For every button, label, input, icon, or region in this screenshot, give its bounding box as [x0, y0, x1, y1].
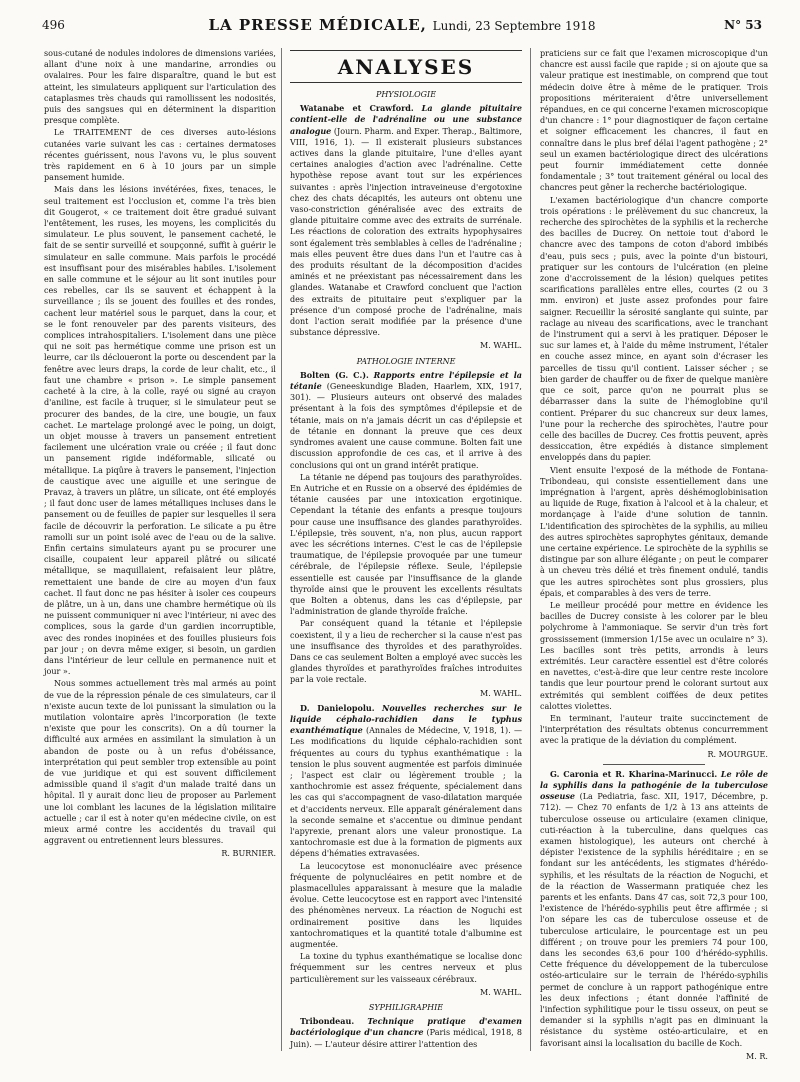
- issue-number: N° 53: [724, 18, 762, 32]
- subsection-heading: SYPHILIGRAPHIE: [368, 1003, 444, 1013]
- abstract: [290, 103, 522, 338]
- paragraph: La toxine du typhus exanthématique se localise donc fréquemment sur les centres nerveux et plus particulièrement sur les vaisseaux cérébraux.: [290, 952, 522, 984]
- abstract-authors: Watanabe et Crawford.: [300, 103, 414, 114]
- paragraph: praticiens sur ce fait que l'examen microscopique d'un chancre est aussi facile que rapide ; si on ajoute que sa valeur pratique est inestimable, on comprend que tout médecin doive être à même de le pratiquer. Trois propositions mériteraient d'être universellement répandues, en ce qui concerne l'examen microscopique d'un chancre : 1° pour diagnostiquer de façon certaine et soigner efficacement les chancres, il faut en connaître dans le plus bref délai l'agent pathogène ; 2° seul un examen bactériologique direct des ulcérations peut fournir immédiatement cette donnée fondamentale ; 3° tout traitement général ou local des chancres peut gêner la recherche bactériologique.: [540, 49, 768, 193]
- journal-name: LA PRESSE MÉDICALE,: [208, 16, 427, 34]
- abstract-body: (Journ. Pharm. and Exper. Therap., Baltimore, VIII, 1916, 1). — Il existerait plusieurs substances actives dans la glande pituitaire, l'une d'elles ayant certaines analogies d'action avec l'adrénaline. Cette hypothèse repose avant tout sur les expériences suivantes : après l'injection intraveineuse d'ergotoxine chez des chats décapités, les auteurs ont obtenu une vaso-constriction généralisée avec des extraits de glande pituitaire comme avec des extraits de surrénale. Les réactions de coloration des extraits hypophysaires sont également très semblables à celles de l'adrénaline ; mais elles peuvent être dues dans l'un et l'autre cas à des produits résultant de la décomposition d'acides aminés et ne préexistant pas nécessairement dans les glandes. Watanabe et Crawford concluent que l'action des extraits de pituitaire peut s'expliquer par la présence d'un composé proche de l'adrénaline, mais dont l'action serait modifiée par la présence d'une substance dépressive.: [290, 126, 523, 338]
- issue-date: Lundi, 23 Septembre 1918: [432, 19, 596, 33]
- subsection-heading: PHYSIOLOGIE: [375, 90, 437, 99]
- column-1: [44, 48, 276, 864]
- signature: M. R.: [746, 1051, 768, 1061]
- paragraph: L'examen bactériologique d'un chancre comporte trois opérations : le prélèvement du suc chancreux, la recherche des spirochètes de la syphilis et la recherche des bacilles de Ducrey. On nettoie tout d'abord le chancre avec des tampons de coton d'abord imbibés d'eau, puis secs ; puis, avec la pointe d'un bistouri, pratiquer sur les contours de l'ulcération (en pleine zone d'accroissement de la lésion) quelques petites scarifications parallèles entre elles, courtes (2 ou 3 mm. environ) et juste assez profondes pour faire saigner. Recueillir la sérosité sanglante qui suinte, par raclage au niveau des scarifications, avec le tranchant de l'instrument qui a servi à les pratiquer. Déposer le suc sur lames et, à l'aide du même instrument, l'étaler en couche assez mince, en ayant soin d'écraser les parcelles de tissu qu'il contient. Laisser sécher ; se bien garder de chauffer ou de fixer de quelque manière que ce soit, parce qu'on ne pourrait plus se débarrasser dans la suite de l'hémoglobine qu'il contient. Préparer du suc chancreux sur deux lames, l'une pour la recherche des spirochètes, l'autre pour celle des bacilles de Ducrey. Ces frottis peuvent, après dessiccation, être expédiés à distance simplement enveloppés dans du papier.: [540, 195, 768, 463]
- signature: M. WAHL.: [480, 688, 522, 698]
- abstract-authors: D. Danielopolu.: [300, 702, 375, 713]
- column-3: [540, 48, 768, 1066]
- signature: M. WAHL.: [480, 341, 522, 351]
- paragraph: Vient ensuite l'exposé de la méthode de Fontana-Tribondeau, qui consiste essentiellement dans une imprégnation à l'argent, après déshémoglobinisation au liquide de Ruge, fixation à l'alcool et à la chaleur, et mordançage à l'aide d'une solution de tannin. L'identification des spirochètes de la syphilis, au milieu des autres spirochètes saprophytes génitaux, demande une certaine expérience. Le spirochète de la syphilis se distingue par son allure élégante ; on peut le comparer à un cheveu très délié et très finement ondulé, tandis que les autres spirochètes sont plus grossiers, plus épais, et comparables à des vers de terre.: [540, 465, 768, 598]
- abstract-body: (La Pediatria, fasc. XII, 1917, Décembre, p. 712). — Chez 70 enfants de 1/2 à 13 ans atteints de tuberculose osseuse ou articulaire (examen clinique, cuti-réaction à la tuberculine, dans quelques cas examen histologique), les auteurs ont cherché à dépister l'existence de la syphilis héréditaire ; en se fondant sur les antécédents, les stigmates d'hérédo-syphilis, et les résultats de la réaction de Noguchi, et de la réaction de Wassermann pratiquée chez les parents et les enfants. Dans 47 cas, soit 72,3 pour 100, l'existence de l'hérédo-syphilis peut être affirmée ; si l'on sépare les cas de tuberculose osseuse et de tuberculose articulaire, le pourcentage est un peu différent ; on trouve pour les premiers 74 pour 100, dans les secondes 63,6 pour 100 d'hérédo-syphilis. Cette fréquence du développement de la tuberculose ostéo-articulaire sur le terrain de l'hérédo-syphilis permet de conclure à un rapport pathogénique entre les deux infections ; étant donnée l'affinité de l'infection syphilitique pour le tissu osseux, on peut se demander si la syphilis n'agit pas en diminuant la résistance du système ostéo-articulaire, et en favorisant ainsi la localisation du bacille de Koch.: [540, 792, 769, 1048]
- signature: R. BURNIER.: [221, 849, 276, 859]
- paragraph: sous-cutané de nodules indolores de dimensions variées, allant d'une noix à une mandarine, arrondies ou ovalaires. Pour les faire disparaître, quand le but est atteint, les simulateurs appliquent sur l'articulation des cataplasmes très chauds qui ramollissent les nodosités, puis des sangsues qui en déterminent la disparition presque complète.: [44, 49, 276, 126]
- abstract-authors: Tribondeau.: [300, 1016, 355, 1027]
- paragraph: La leucocytose est mononucléaire avec présence fréquente de polynucléaires en petit nombre et de plasmacellules apparaissant à mesure que la maladie évolue. Cette leucocytose est en rapport avec l'intensité des phénomènes nerveux. La réaction de Noguchi est ordinairement positive dans les liquides xantochromatiques et la quantité totale d'albumine est augmentée.: [290, 861, 522, 950]
- abstract-title: Nouvelles recherches sur le liquide céphalo-rachidien dans le typhus exanthématique: [290, 702, 523, 736]
- abstract: [290, 1016, 522, 1050]
- paragraph: En terminant, l'auteur traite succinctement de l'interprétation des résultats obtenus concurremment avec la pratique de la déviation du complément.: [540, 713, 768, 746]
- abstract-body: (Paris médical, 1918, 8 Juin). — L'auteur désire attirer l'attention des: [290, 1028, 522, 1049]
- abstract-authors: G. Caronia et R. Kharina-Marinucci.: [550, 768, 718, 779]
- paragraph: Mais dans les lésions invétérées, fixes, tenaces, le seul traitement est l'occlusion et, comme l'a très bien dit Gougerot, « ce traitement doit être gradué suivant l'entêtement, les ruses, les moyens, les complicités du simulateur. Le plus souvent, le pansement cacheté, le fait de se sentir surveillé et soupçonné, suffit à guérir le simulateur en salle commune. Mais parfois le procédé est insuffisant pour des misérables habiles. L'isolement en salle commune et le séjour au lit sont inutiles pour ces rebelles, car ils se sauvent et échappent à la surveillance ; ils se jouent des fouilles et des rondes, cachent leur matériel sous le parquet, dans la cour, et se le font renouveler par des parents visiteurs, des complices intrahospitaliers. L'isolement dans une pièce qui ne soit pas hermétique comme une prison est un leurre, car ils décloueront la porte ou descendent par la fenêtre avec leurs draps, la corde de leur chalit, etc., il faut une chambre « prison ». Le simple pansement cacheté à la cire, à la colle, rayé ou signé au crayon d'aniline, est facile à truquer, si le simulateur peut se procurer des bandes, de la cire, une bougie, un faux cachet. Le martelage prolongé avec le poing, un doigt, un objet mousse à travers un pansement entretient facilement une ulcération vraie ou créée ; il faut donc un pansement rigide indéformable, silicaté ou métallique. La piqûre à travers le pansement, l'injection de caustique avec une aiguille et une seringue de Pravaz, à travers un plâtre, un silicate, ont été employés ; il faut donc user de lames métalliques incluses dans le pansement ou de feuilles de papier sur lesquelles il sera facile de découvrir la perforation. Le silicate a pu être ramolli sur un point isolé avec de l'eau ou de la salive. Enfin certains simulateurs ayant pu se procurer une cisaille, coupaient leur appareil plâtré ou silicaté métallique, se maquillaient, refaisaient leur plâtre, remettaient une bande de cire au moyen d'un faux cachet. Il faut donc ne pas hésiter à isoler ces coupeurs de plâtre, un à un, dans une chambre hermétique où ils ne puissent communiquer ni avec l'intérieur, ni avec des complices, sous la garde d'un gardien incorruptible, avec des rondes inopinées et des fouilles plusieurs fois par jour ; on devra même exiger, si besoin, un gardien dans l'intérieur de leur cellule en permanence nuit et jour ».: [44, 185, 276, 677]
- analyses-heading-box: [290, 50, 522, 83]
- abstract: [540, 769, 768, 1049]
- divider: [603, 764, 706, 765]
- running-header: [42, 14, 762, 40]
- abstract-authors: Bolten (G. C.).: [300, 369, 369, 380]
- paragraph: Le meilleur procédé pour mettre en évidence les bacilles de Ducrey consiste à les colorer par le bleu polychrome à l'ammoniaque. Se servir d'un très fort grossissement (immersion 1/15e avec un oculaire n° 3). Les bacilles sont très petits, arrondis à leurs extrémités. Leur caractère essentiel est d'être colorés en navettes, c'est-à-dire que leur centre reste incolore tandis que leur pourtour prend le colorant surtout aux extrémités qui semblent coiffées de deux petites calottes violettes.: [540, 600, 768, 711]
- journal-title: [42, 16, 762, 34]
- paragraph: Nous sommes actuellement très mal armés au point de vue de la répression pénale de ces simulateurs, car il n'existe aucun texte de loi punissant la simulation ou la mutilation volontaire après l'incorporation (le texte n'existe que pour les conscrits). On a dû tourner la difficulté aux armées en assimilant la simulation à un abandon de poste ou à un refus d'obéissance, interprétation qui peut sembler trop extensible au point de vue juridique et qui est souvent difficilement admissible quand il s'agit d'un malade traité dans un hôpital. Il y aurait donc lieu de proposer au Parlement une loi comblant les lacunes de la législation militaire actuelle ; car il est à noter qu'en médecine civile, on est mieux armé contre les accidentés du travail qui aggravent ou entretiennent leurs blessures.: [44, 679, 276, 846]
- subsection-heading: PATHOLOGIE INTERNE: [356, 356, 456, 366]
- abstract-title: La glande pituitaire contient-elle de l'adrénaline ou une substance analogue: [290, 103, 522, 136]
- signature: R. MOURGUE.: [707, 749, 768, 759]
- paragraph: La tétanie ne dépend pas toujours des parathyroïdes. En Autriche et en Russie on a observé des épidémies de tétanie causées par une intoxication ergotinique. Cependant la tétanie des enfants a presque toujours pour cause une insuffisance des glandes parathyroïdes. L'épilepsie, très souvent, n'a, non plus, aucun rapport avec les sécrétions internes. C'est le cas de l'épilepsie traumatique, de l'épilepsie provoquée par une tumeur cérébrale, de l'épilepsie réflexe. Seule, l'épilepsie essentielle est causée par l'insuffisance de la glande thyroïde ainsi que le prouvent les excellents résultats que Bolten a obtenus, dans les cas d'épilepsie, par l'administration de glande thyroïde fraîche.: [290, 472, 522, 617]
- signature: M. WAHL.: [480, 987, 522, 997]
- abstract: [290, 370, 522, 471]
- paragraph: Le TRAITEMENT de ces diverses auto-lésions cutanées varie suivant les cas : certaines dermatoses récentes guérissent, nous l'avons vu, le plus souvent très rapidement en 6 à 10 jours par un simple pansement humide.: [44, 128, 276, 183]
- section-title: ANALYSES: [337, 55, 475, 79]
- abstract-title: Technique pratique d'examen bactériologique d'un chancre: [290, 1016, 523, 1038]
- abstract-body: (Geneeskundige Bladen, Haarlem, XIX, 1917, 301). — Plusieurs auteurs ont observé des malades présentant à la fois des symptômes d'épilepsie et de tétanie, mais on n'a jamais décrit un cas d'épilepsie et de tétanie en donnant la preuve que ces deux syndromes avaient une cause commune. Bolten fait une discussion approfondie de ces cas, et il arrive à des conclusions qui ont un grand intérêt pratique.: [290, 382, 522, 470]
- abstract: [290, 703, 522, 860]
- abstract-body: (Annales de Médecine, V, 1918, 1). — Les modifications du liquide céphalo-rachidien sont fréquentes au cours du typhus exanthématique : la tension le plus souvent augmentée est parfois diminuée ; l'aspect est clair ou légèrement trouble ; la xanthochromie est assez fréquente, spécialement dans les cas qui s'accompagnent de vaso-dilatation marquée et d'accidents nerveux. Elle apparaît généralement dans la seconde semaine et s'accentue ou diminue pendant l'apyrexie, prenant alors une valeur pronostique. La xantochromasie est due à la formation de pigments aux dépens d'hématies extravasées.: [290, 726, 523, 859]
- page-number: 496: [42, 18, 65, 32]
- paragraph: Par conséquent quand la tétanie et l'épilepsie coexistent, il y a lieu de rechercher si la cause n'est pas une insuffisance des thyroïdes et des parathyroïdes. Dans ce cas seulement Bolten a employé avec succès les glandes thyroïdes et parathyroïdes fraîches introduites par la voie rectale.: [290, 619, 522, 685]
- abstract-title: Rapports entre l'épilepsie et la tétanie: [290, 369, 522, 392]
- column-2: [281, 48, 531, 1051]
- abstract-title: Le rôle de la syphilis dans la pathogénie de la tuberculose osseuse: [540, 768, 768, 802]
